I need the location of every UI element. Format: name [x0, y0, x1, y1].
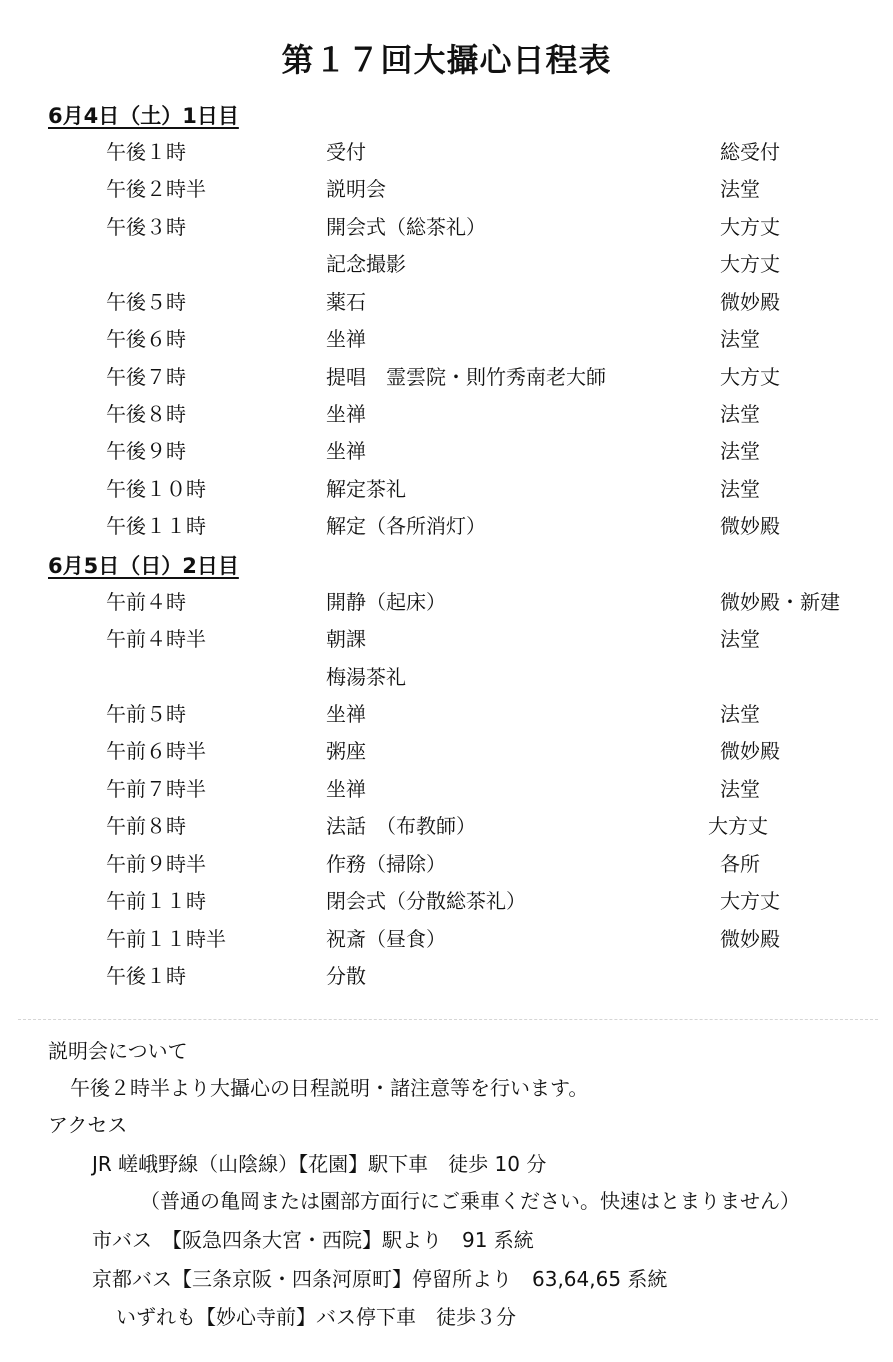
event-cell: 朝課	[326, 627, 366, 651]
access-jr-note: （普通の亀岡または園部方面行にご乗車ください。快速はとまりません）	[140, 1189, 800, 1213]
divider	[18, 1019, 878, 1020]
schedule-row	[0, 883, 893, 920]
event-cell: 受付	[326, 140, 366, 164]
time-cell: 午前８時	[106, 814, 186, 838]
schedule-row	[0, 659, 893, 696]
schedule-row	[0, 696, 893, 733]
event-cell: 開会式（総茶礼）	[326, 215, 486, 239]
event-cell: 分散	[326, 964, 366, 988]
schedule-row	[0, 808, 893, 845]
schedule-row	[0, 359, 893, 396]
access-jr: JR 嵯峨野線（山陰線）【花園】駅下車 徒歩 10 分	[92, 1152, 547, 1176]
schedule-row	[0, 733, 893, 770]
schedule-row	[0, 846, 893, 883]
place-cell: 法堂	[720, 627, 760, 651]
schedule-row	[0, 209, 893, 246]
time-cell: 午前６時半	[106, 739, 206, 763]
place-cell: 法堂	[720, 702, 760, 726]
schedule-row	[0, 958, 893, 995]
time-cell: 午前１１時	[106, 889, 206, 913]
access-kyoto-bus: 京都バス【三条京阪・四条河原町】停留所より 63,64,65 系統	[92, 1267, 668, 1291]
time-cell: 午後７時	[106, 365, 186, 389]
time-cell: 午後９時	[106, 439, 186, 463]
event-cell: 解定（各所消灯）	[326, 514, 486, 538]
page-title: 第１７回大攝心日程表	[281, 41, 612, 79]
place-cell: 大方丈	[720, 365, 780, 389]
event-cell: 提唱 霊雲院・則竹秀南老大師	[326, 365, 606, 389]
event-cell: 坐禅	[326, 402, 366, 426]
event-cell: 閉会式（分散総茶礼）	[326, 889, 526, 913]
place-cell: 法堂	[720, 777, 760, 801]
place-cell: 大方丈	[708, 814, 768, 838]
access-heading: アクセス	[48, 1113, 128, 1137]
place-cell: 法堂	[720, 477, 760, 501]
event-cell: 薬石	[326, 290, 366, 314]
place-cell: 微妙殿・新建	[720, 590, 840, 614]
time-cell: 午前５時	[106, 702, 186, 726]
time-cell: 午前１１時半	[106, 927, 226, 951]
time-cell: 午後１１時	[106, 514, 206, 538]
schedule-row	[0, 471, 893, 508]
place-cell: 大方丈	[720, 889, 780, 913]
time-cell: 午後１時	[106, 140, 186, 164]
event-cell: 解定茶礼	[326, 477, 406, 501]
event-cell: 説明会	[326, 177, 386, 201]
time-cell: 午後１時	[106, 964, 186, 988]
schedule-row	[0, 433, 893, 470]
event-cell: 記念撮影	[326, 252, 406, 276]
time-cell: 午後１０時	[106, 477, 206, 501]
schedule-row	[0, 396, 893, 433]
place-cell: 各所	[720, 852, 760, 876]
schedule-row	[0, 246, 893, 283]
event-cell: 坐禅	[326, 327, 366, 351]
access-bus-stop: いずれも【妙心寺前】バス停下車 徒歩３分	[116, 1305, 516, 1329]
time-cell: 午前４時	[106, 590, 186, 614]
event-cell: 坐禅	[326, 439, 366, 463]
briefing-text: 午後２時半より大攝心の日程説明・諸注意等を行います。	[70, 1076, 589, 1100]
place-cell: 法堂	[720, 402, 760, 426]
event-cell: 梅湯茶礼	[326, 665, 406, 689]
place-cell: 法堂	[720, 439, 760, 463]
place-cell: 法堂	[720, 177, 760, 201]
access-city-bus: 市バス 【阪急四条大宮・西院】駅より 91 系統	[92, 1228, 534, 1252]
time-cell: 午前９時半	[106, 852, 206, 876]
schedule-row	[0, 584, 893, 621]
schedule-row	[0, 284, 893, 321]
place-cell: 総受付	[720, 140, 780, 164]
schedule-row	[0, 921, 893, 958]
schedule-row	[0, 508, 893, 545]
schedule-row	[0, 621, 893, 658]
time-cell: 午後３時	[106, 215, 186, 239]
schedule-row	[0, 771, 893, 808]
event-cell: 祝斎（昼食）	[326, 927, 446, 951]
briefing-heading: 説明会について	[48, 1039, 188, 1063]
event-cell: 粥座	[326, 739, 366, 763]
time-cell: 午後８時	[106, 402, 186, 426]
time-cell: 午前７時半	[106, 777, 206, 801]
place-cell: 微妙殿	[720, 927, 780, 951]
day1-heading: 6月4日（土）1日目	[48, 104, 239, 128]
place-cell: 微妙殿	[720, 290, 780, 314]
day2-heading: 6月5日（日）2日目	[48, 554, 239, 578]
place-cell: 大方丈	[720, 215, 780, 239]
place-cell: 大方丈	[720, 252, 780, 276]
place-cell: 法堂	[720, 327, 760, 351]
time-cell: 午後６時	[106, 327, 186, 351]
place-cell: 微妙殿	[720, 739, 780, 763]
place-cell: 微妙殿	[720, 514, 780, 538]
event-cell: 作務（掃除）	[326, 852, 446, 876]
schedule-row	[0, 134, 893, 171]
time-cell: 午後２時半	[106, 177, 206, 201]
schedule-row	[0, 321, 893, 358]
event-cell: 坐禅	[326, 777, 366, 801]
time-cell: 午前４時半	[106, 627, 206, 651]
time-cell: 午後５時	[106, 290, 186, 314]
event-cell: 坐禅	[326, 702, 366, 726]
schedule-row	[0, 171, 893, 208]
event-cell: 法話 （布教師）	[326, 814, 476, 838]
event-cell: 開静（起床）	[326, 590, 446, 614]
